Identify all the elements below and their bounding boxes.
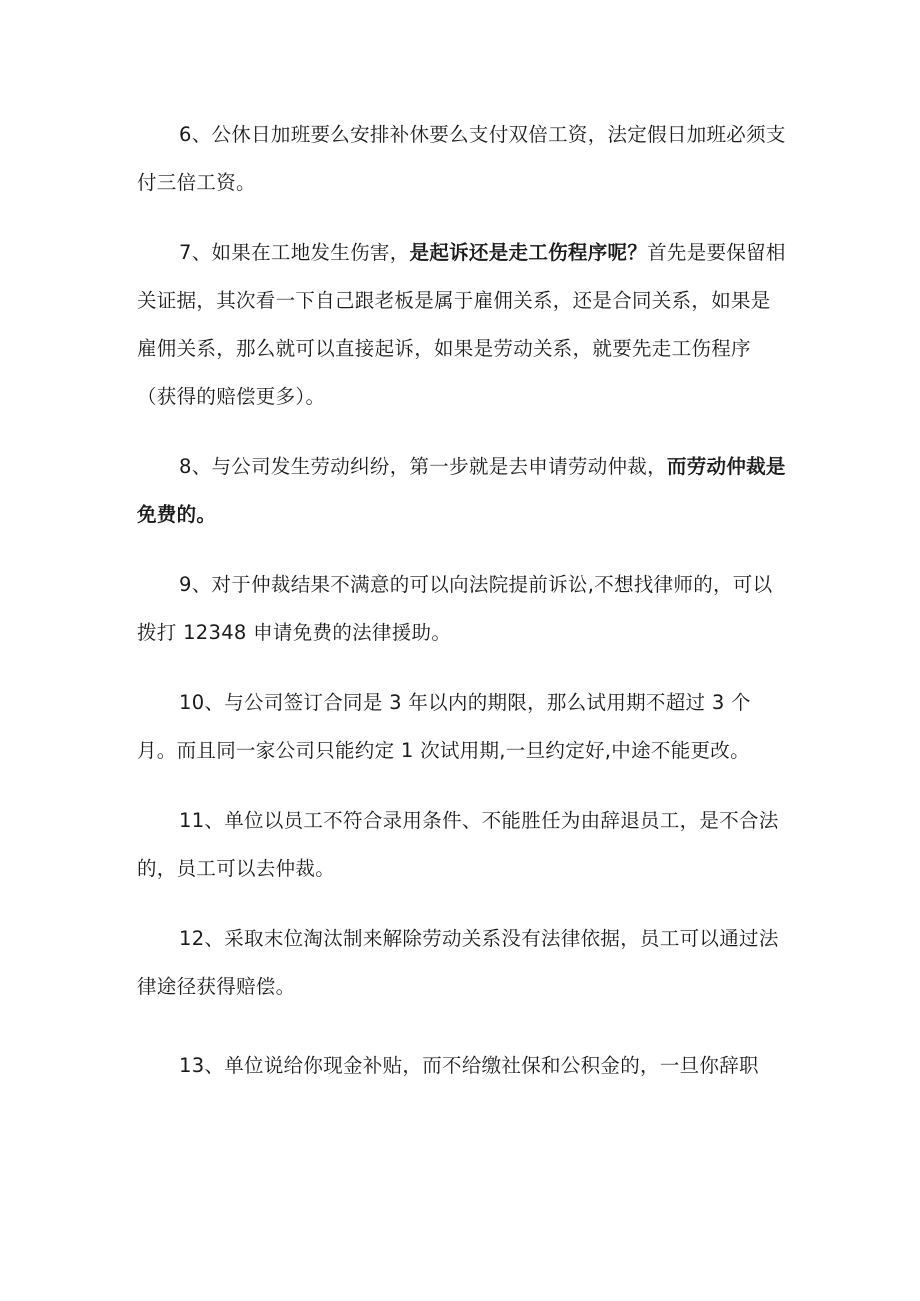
paragraph-6-text: 6、公休日加班要么安排补休要么支付双倍工资，法定假日加班必须支付三倍工资。	[137, 123, 786, 194]
paragraph-7-bold-question: 是起诉还是走工伤程序呢？	[409, 241, 648, 264]
paragraph-9	[137, 561, 787, 657]
paragraph-9-text: 9、对于仲裁结果不满意的可以向法院提前诉讼,不想找律师的，可以拨打 12348 申请免费的法律援助。	[137, 573, 773, 644]
paragraph-12-text: 12、采取末位淘汰制来解除劳动关系没有法律依据，员工可以通过法律途径获得赔偿。	[137, 927, 779, 998]
paragraph-11	[137, 797, 787, 893]
paragraph-6	[137, 111, 787, 207]
paragraph-8-bold-free: 而劳动仲裁是免费的。	[137, 455, 786, 526]
paragraph-7	[137, 229, 787, 421]
paragraph-10-text: 10、与公司签订合同是 3 年以内的期限，那么试用期不超过 3 个月。而且同一家公司只能约定 1 次试用期,一旦约定好,中途不能更改。	[137, 691, 751, 762]
paragraph-13-text: 13、单位说给你现金补贴，而不给缴社保和公积金的，一旦你辞职	[179, 1054, 759, 1077]
paragraph-7-text-a: 7、如果在工地发生伤害，	[179, 241, 410, 264]
paragraph-8-text: 8、与公司发生劳动纠纷，第一步就是去申请劳动仲裁，	[179, 455, 667, 478]
paragraph-7-text-b: 首先是要保留相关证据，其次看一下自己跟老板是属于雇佣关系，还是合同关系，如果是雇佣关系，那么就可以直接起诉，如果是劳动关系，就要先走工伤程序（获得的赔偿更多）。	[137, 241, 786, 408]
paragraph-12	[137, 915, 787, 1011]
paragraph-11-text: 11、单位以员工不符合录用条件、不能胜任为由辞退员工，是不合法的，员工可以去仲裁。	[137, 809, 779, 880]
paragraph-8	[137, 443, 787, 539]
paragraph-10	[137, 679, 787, 775]
paragraph-13	[137, 1042, 787, 1090]
